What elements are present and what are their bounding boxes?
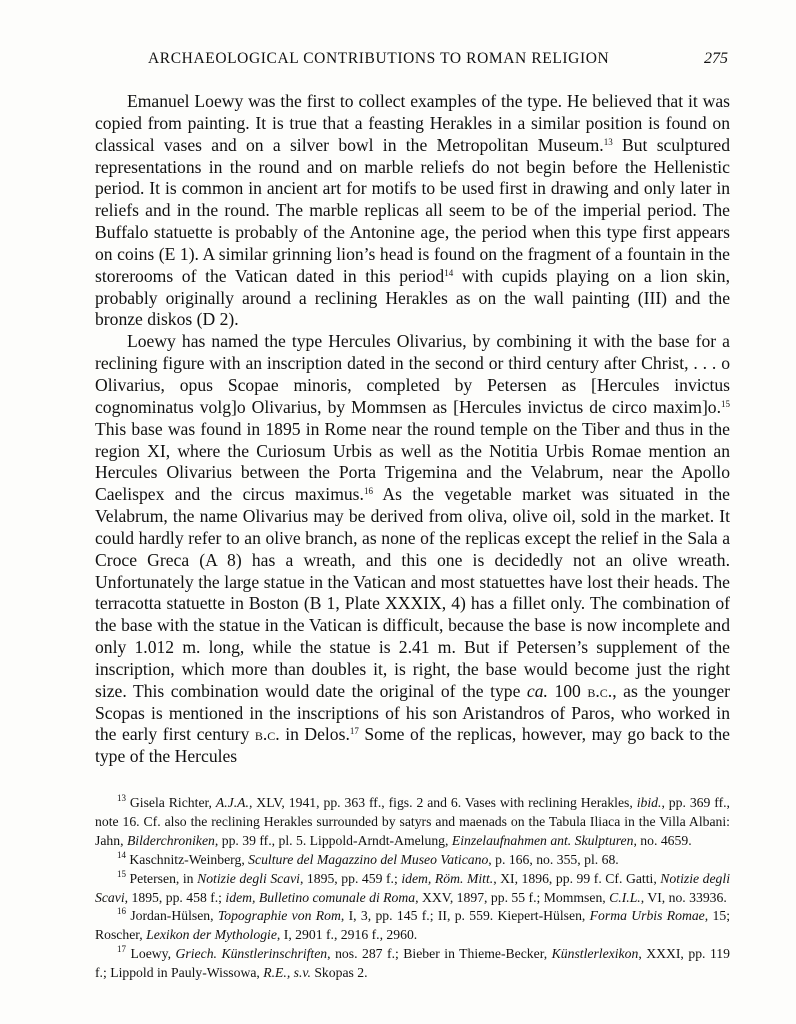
italic-text: Künstlerlexikon <box>551 946 639 962</box>
footnote-ref-17[interactable]: 17 <box>349 726 359 737</box>
italic-text: R.E., s.v. <box>263 965 311 981</box>
italic-text: C.I.L. <box>609 889 641 905</box>
page-number: 275 <box>704 50 728 67</box>
paragraph-2 <box>95 331 730 768</box>
footnote-ref-15[interactable]: 15 <box>721 398 730 409</box>
text-run: , no. 4659. <box>633 832 692 848</box>
small-caps-text: b.c. <box>254 724 280 745</box>
footnote-15 <box>95 870 730 908</box>
italic-text: idem, Bulletino comunale di Roma <box>225 889 416 905</box>
small-caps-text: b.c. <box>587 680 613 701</box>
italic-text: Notizie degli Scavi <box>95 870 730 905</box>
paragraph-1 <box>95 91 730 331</box>
footnote-number: 13 <box>117 793 126 803</box>
italic-text: ca. <box>526 680 548 701</box>
italic-text: Topographie von Rom <box>217 908 341 924</box>
text-run: Loewy has named the type Hercules Olivarius, by combining it with the base for a reclining figure with an inscription dated in the second or third century after Christ, . . . o Olivarius, opus Scopae minoris, completed by Petersen as [Hercules invictus cognominatus volg]o Olivarius, by Mommsen as [Hercules invictus de circo maxim]o. <box>95 331 730 417</box>
italic-text: Forma Urbis Romae <box>589 908 705 924</box>
text-run: with cupids playing on a lion skin, probably originally around a reclining Herakles as on the wall painting (III) and the bronze diskos (D 2). <box>95 265 730 330</box>
footnote-number: 16 <box>117 906 126 917</box>
text-run: Loewy, <box>126 946 176 962</box>
italic-text: Bilderchroniken <box>126 832 215 848</box>
text-run: , pp. 369 ff., note 16. Cf. also the reclining Herakles surrounded by satyrs and maenads on the Tabula Iliaca in the Villa Albani: Jahn, <box>95 795 730 848</box>
footnote-14 <box>95 851 730 870</box>
text-run: , XLV, 1941, pp. 363 ff., figs. 2 and 6. Vases with reclining Herakles, <box>248 795 637 810</box>
footnote-ref-13[interactable]: 13 <box>603 136 613 147</box>
text-run: , XI, 1896, pp. 99 f. Cf. Gatti, <box>493 870 661 886</box>
text-run: Jordan-Hülsen, <box>126 908 218 924</box>
text-run: Kaschnitz-Weinberg, <box>126 851 249 867</box>
text-run: Skopas 2. <box>310 965 368 981</box>
italic-text: Sculture del Magazzino del Museo Vaticano <box>248 851 489 867</box>
text-run: , 1895, pp. 458 f.; <box>124 889 226 905</box>
text-run: , 15; Roscher, <box>95 908 730 943</box>
text-run: Gisela Richter, <box>126 795 216 810</box>
text-run: , I, 2901 f., 2916 f., 2960. <box>276 927 418 943</box>
text-run: , XXV, 1897, pp. 55 f.; Mommsen, <box>415 889 610 905</box>
text-run: , XXXI, pp. 119 f.; Lippold in Pauly-Wissowa, <box>95 946 730 981</box>
text-run: This base was found in 1895 in Rome near the round temple on the Tiber and thus in the region XI, where the Curiosum Urbis as well as the Notitia Urbis Romae mention an Hercules Olivarius between the Porta Trigemina and the Velabrum, near the Apollo Caelispex and the circus maximus. <box>95 418 730 505</box>
text-run: Emanuel Loewy was the first to collect examples of the type. He believed that it was copied from painting. It is true that a feasting Herakles in a similar position is found on classical vases and on a silver bowl in the Metropolitan Museum. <box>95 91 730 155</box>
footnote-number: 17 <box>117 944 126 955</box>
text-run: , VI, no. 33936. <box>640 889 727 905</box>
text-run: , I, 3, pp. 145 f.; II, p. 559. Kiepert-Hülsen, <box>340 908 590 924</box>
text-run: But sculptured representations in the round and on marble reliefs do not begin before the Hellenistic period. It is common in ancient art for motifs to be used first in drawing and only later in reliefs and in the round. The marble replicas all seem to be of the imperial period. The Buffalo statuette is probably of the Antonine age, the period when this type first appears on coins (E 1). A similar grinning lion’s head is found on the fragment of a fountain in the storerooms of the Vatican dated in this period <box>95 134 730 286</box>
italic-text: A.J.A. <box>215 795 249 810</box>
text-run: , as the younger Scopas is mentioned in the inscriptions of his son Aristandros of Paros, who worked in the early first century <box>95 680 730 745</box>
footnote-16 <box>95 907 730 945</box>
text-run: As the vegetable market was situated in the Velabrum, the name Olivarius may be derived from oliva, olive oil, sold in the market. It could hardly refer to an olive branch, as none of the replicas except the relief in the Sala a Croce Greca (A 8) has a wreath, and this one is decidedly not an olive wreath. Unfortunately the large statue in the Vatican and most statuettes have lost their heads. The terracotta statuette in Boston (B 1, Plate XXXIX, 4) has a fillet only. The combination of the base with the statue in the Vatican is difficult, because the base is now incomplete and only 1.012 m. long, while the statue is 2.41 m. But if Petersen’s supplement of the inscription, which more than doubles it, is right, the base would become just the right size. This combination would date the original of the type <box>95 484 730 701</box>
text-run: Petersen, in <box>126 870 198 886</box>
footnote-number: 15 <box>117 868 126 879</box>
footnote-13 <box>95 794 730 851</box>
running-title: ARCHAEOLOGICAL CONTRIBUTIONS TO ROMAN RELIGION <box>148 50 610 67</box>
italic-text: idem, Röm. Mitt. <box>401 870 494 886</box>
text-run: , p. 166, no. 355, pl. 68. <box>488 851 619 867</box>
footnotes <box>95 794 730 983</box>
italic-text: Griech. Künstlerinschriften <box>175 946 328 962</box>
footnote-ref-14[interactable]: 14 <box>444 267 454 278</box>
text-run: , pp. 39 ff., pl. 5. Lippold-Arndt-Amelung, <box>214 832 452 848</box>
italic-text: ibid. <box>636 795 662 810</box>
footnote-number: 14 <box>117 849 126 860</box>
footnote-17 <box>95 945 730 983</box>
italic-text: Notizie degli Scavi <box>197 870 300 886</box>
italic-text: Einzelaufnahmen ant. Skulpturen <box>451 832 634 848</box>
text-run: , nos. 287 f.; Bieber in Thieme-Becker, <box>327 946 552 962</box>
running-header <box>96 50 728 76</box>
main-text <box>95 91 730 768</box>
text-run: in Delos. <box>279 724 350 745</box>
text-run: , 1895, pp. 459 f.; <box>299 870 402 886</box>
text-run: 100 <box>547 680 588 701</box>
footnote-ref-16[interactable]: 16 <box>363 486 373 497</box>
text-run: Some of the replicas, however, may go back to the type of the Hercules <box>95 724 730 767</box>
italic-text: Lexikon der Mythologie <box>146 927 277 943</box>
